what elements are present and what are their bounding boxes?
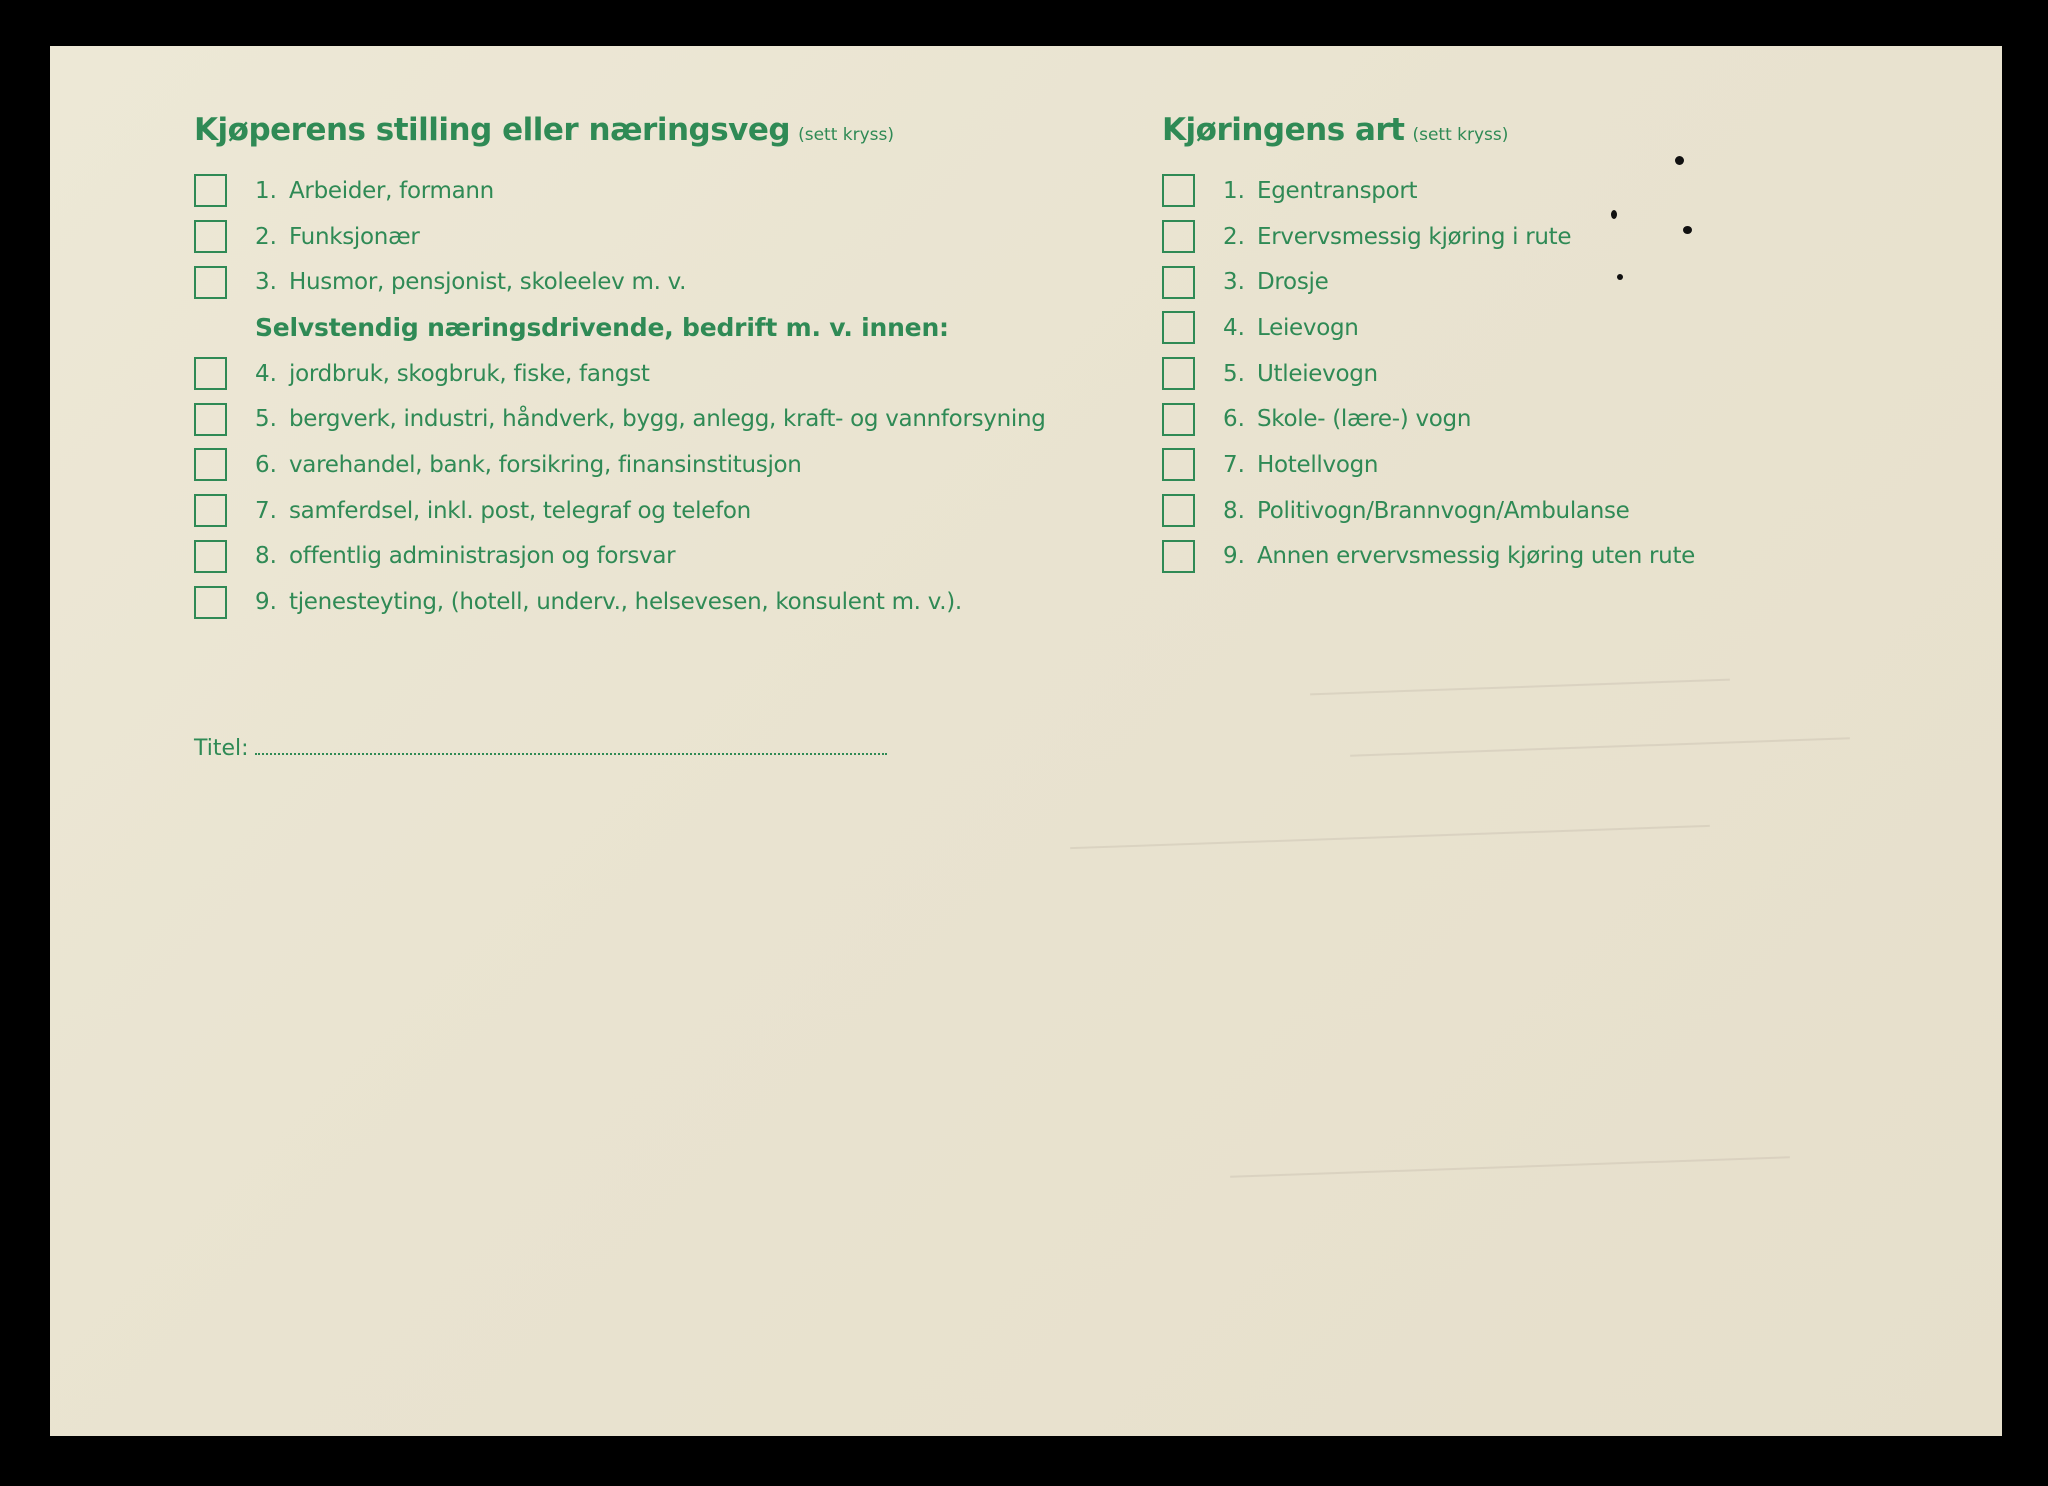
option-number: 4. [1223, 314, 1245, 341]
driving-type-heading [1162, 112, 1882, 168]
option-row [194, 396, 1194, 442]
option-label: tjenesteyting, (hotell, underv., helsevesen, konsulent m. v.). [289, 589, 962, 616]
option-number: 8. [255, 543, 277, 570]
option-row [1162, 305, 1882, 351]
show-through-mark [1350, 737, 1850, 756]
checkbox[interactable] [1162, 448, 1195, 481]
option-label: bergverk, industri, håndverk, bygg, anlegg, kraft- og vannforsyning [289, 406, 1046, 433]
option-number: 3. [1223, 269, 1245, 296]
option-row [1162, 534, 1882, 580]
option-number: 1. [1223, 177, 1245, 204]
option-row [1162, 442, 1882, 488]
option-number: 5. [1223, 360, 1245, 387]
option-row [1162, 168, 1882, 214]
option-label: Arbeider, formann [289, 177, 494, 204]
option-row [1162, 488, 1882, 534]
show-through-mark [1070, 825, 1710, 849]
title-label: Titel: [194, 736, 249, 761]
option-label: Annen ervervsmessig kjøring uten rute [1257, 543, 1696, 570]
option-row [194, 351, 1194, 397]
checkbox[interactable] [1162, 357, 1195, 390]
option-row [194, 442, 1194, 488]
checkbox[interactable] [194, 220, 227, 253]
option-label: samferdsel, inkl. post, telegraf og telefon [289, 497, 751, 524]
checkbox[interactable] [1162, 494, 1195, 527]
driving-type-section [1162, 112, 1882, 579]
option-number: 6. [1223, 406, 1245, 433]
form-sheet [50, 46, 2002, 1436]
option-number: 3. [255, 269, 277, 296]
checkbox[interactable] [194, 540, 227, 573]
option-number: 8. [1223, 497, 1245, 524]
checkbox[interactable] [194, 357, 227, 390]
option-number: 4. [255, 360, 277, 387]
option-row [194, 214, 1194, 260]
option-row [194, 534, 1194, 580]
section-note: (sett kryss) [798, 125, 895, 145]
option-number: 2. [255, 223, 277, 250]
show-through-mark [1310, 679, 1730, 696]
option-number: 2. [1223, 223, 1245, 250]
option-row [1162, 214, 1882, 260]
option-row [1162, 259, 1882, 305]
option-row [194, 579, 1194, 625]
checkbox[interactable] [194, 494, 227, 527]
option-label: Skole- (lære-) vogn [1257, 406, 1472, 433]
section-title: Kjøringens art [1162, 112, 1405, 148]
checkbox[interactable] [1162, 220, 1195, 253]
subheading-row [194, 305, 1194, 351]
option-row [1162, 351, 1882, 397]
checkbox[interactable] [194, 266, 227, 299]
buyer-occupation-options [194, 168, 1194, 625]
option-label: jordbruk, skogbruk, fiske, fangst [289, 360, 650, 387]
option-row [194, 488, 1194, 534]
option-label: Politivogn/Brannvogn/Ambulanse [1257, 497, 1630, 524]
option-number: 1. [255, 177, 277, 204]
option-row [1162, 396, 1882, 442]
buyer-occupation-heading [194, 112, 1194, 168]
option-row [194, 168, 1194, 214]
option-number: 7. [255, 497, 277, 524]
option-label: varehandel, bank, forsikring, finansinstitusjon [289, 451, 802, 478]
option-label: Ervervsmessig kjøring i rute [1257, 223, 1572, 250]
section-title: Kjøperens stilling eller næringsveg [194, 112, 791, 148]
option-label: offentlig administrasjon og forsvar [289, 543, 676, 570]
checkbox[interactable] [194, 174, 227, 207]
option-label: Funksjonær [289, 223, 420, 250]
checkbox[interactable] [1162, 540, 1195, 573]
self-employed-subheading: Selvstendig næringsdrivende, bedrift m. v. innen: [255, 313, 949, 343]
checkbox[interactable] [1162, 311, 1195, 344]
section-note: (sett kryss) [1412, 125, 1509, 145]
checkbox[interactable] [1162, 266, 1195, 299]
title-field [194, 736, 887, 761]
option-label: Hotellvogn [1257, 451, 1379, 478]
checkbox[interactable] [194, 403, 227, 436]
option-label: Egentransport [1257, 177, 1418, 204]
option-number: 9. [255, 589, 277, 616]
option-label: Husmor, pensjonist, skoleelev m. v. [289, 269, 687, 296]
option-label: Utleievogn [1257, 360, 1378, 387]
option-number: 6. [255, 451, 277, 478]
buyer-occupation-section [194, 112, 1194, 625]
option-number: 9. [1223, 543, 1245, 570]
checkbox[interactable] [194, 586, 227, 619]
option-label: Drosje [1257, 269, 1329, 296]
title-input-line[interactable] [255, 753, 887, 755]
show-through-mark [1230, 1156, 1790, 1178]
option-label: Leievogn [1257, 314, 1359, 341]
driving-type-options [1162, 168, 1882, 579]
checkbox[interactable] [194, 448, 227, 481]
checkbox[interactable] [1162, 174, 1195, 207]
option-row [194, 259, 1194, 305]
checkbox[interactable] [1162, 403, 1195, 436]
option-number: 5. [255, 406, 277, 433]
option-number: 7. [1223, 451, 1245, 478]
